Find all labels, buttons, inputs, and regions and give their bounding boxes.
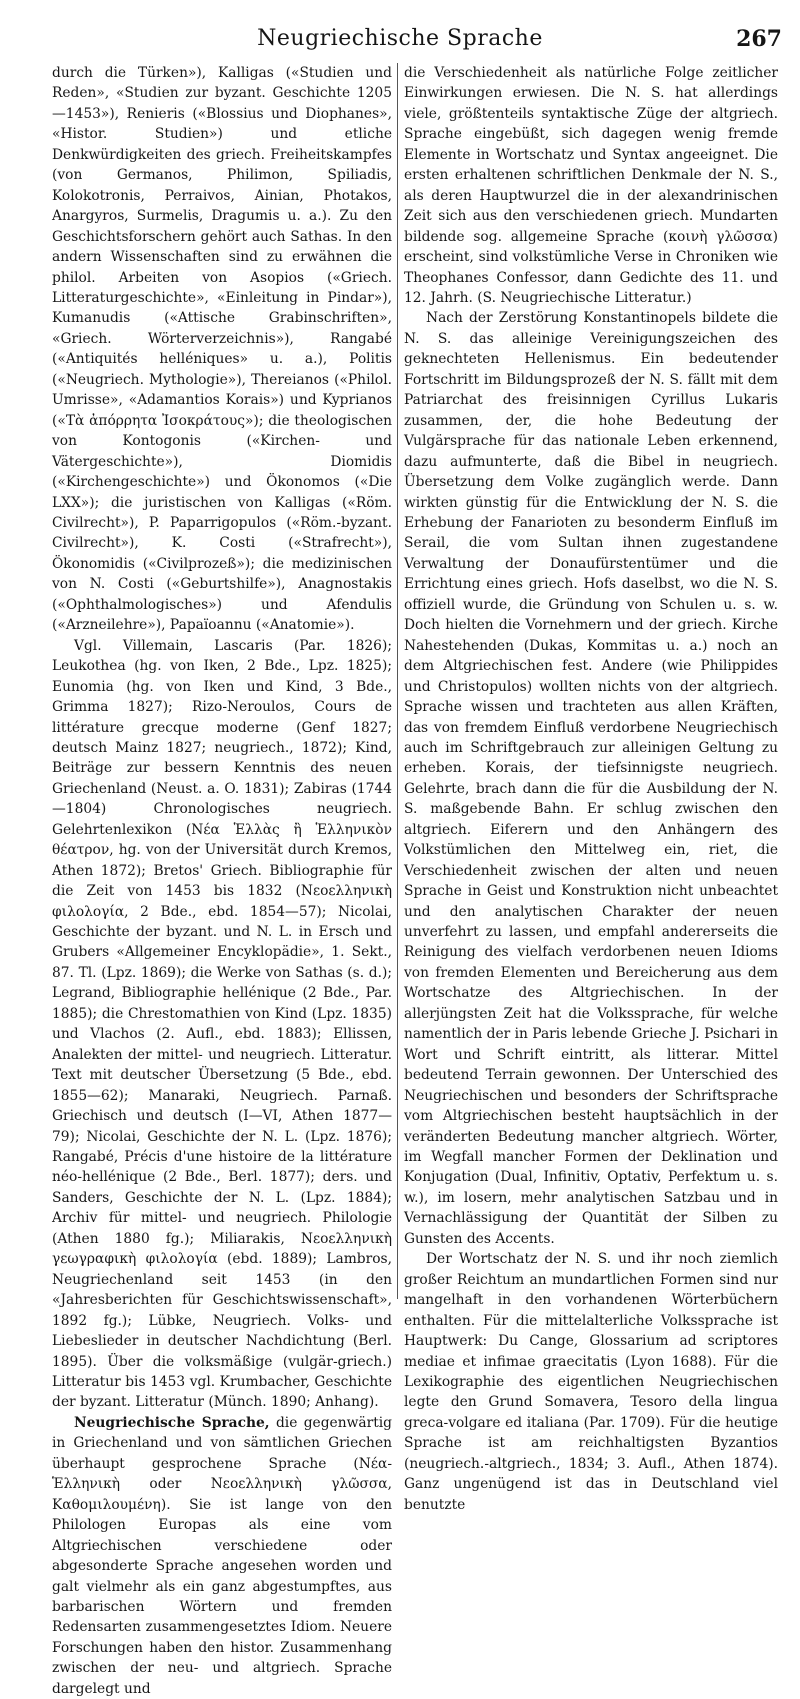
entry-headword: Neugriechische Sprache, [74,1414,270,1431]
paragraph-language-history: Nach der Zerstörung Konstantinopels bildete die N. S. das alleinige Vereinigungszeichen des geknechteten Hellenismus. Ein bedeutender Fortschritt im Bildungsprozeß der N. S. fällt mit dem Patriarchat des freisinnigen Cyrillus Lukaris zusammen, der, die hohe Bedeutung der Vulgärsprache für das nationale Leben erkennend, dazu aufmunterte, daß die Bibel in neugriech. Übersetzung dem Volke zugänglich werde. Dann wirkten günstig für die Entwicklung der N. S. die Erhebung der Fanarioten zu besonderm Einfluß im Serail, die vom Sultan ihnen zugestandene Verwaltung der Donaufürstentümer und die Errichtung eines griech. Hofs daselbst, wo die N. S. offiziell wurde, die Gründung von Schulen u. s. w. Doch hielten die Vornehmern und der griech. Kirche Nahestehenden (Dukas, Kommitas u. a.) noch an dem Altgriechischen fest. Andere (wie Philippides und Christopulos) wollten nichts von der altgriech. Sprache wissen und trachteten aus allen Kräften, das von fremdem Einfluß verdorbene Neugriechisch auch im Schriftgebrauch zur alleinigen Geltung zu erheben. Korais, der tiefsinnigste neugriech. Gelehrte, brach dann die für die Ausbildung der N. S. maßgebende Bahn. Er schlug zwischen den altgriech. Eiferern und den Anhängern des Volkstümlichen den Mittelweg ein, riet, die Verschiedenheit zwischen der alten und neuen Sprache in Geist und Konstruktion nicht unbeachtet und den analytischen Charakter der neuen unverfehrt zu lassen, und empfahl andererseits die Reinigung des vielfach verdorbenen neuen Idioms von fremden Elementen und Bereicherung aus dem Wortschatze des Altgriechischen. In der allerjüngsten Zeit hat die Volkssprache, für welche namentlich der in Paris lebende Grieche J. Psichari in Wort und Schrift eintritt, als litterar. Mittel bedeutend Terrain gewonnen. Der Unterschied des Neugriechischen und besonders der Schriftsprache vom Altgriechischen besteht hauptsächlich in der veränderten Bedeutung mancher altgriech. Wörter, im Wegfall mancher Formen der Deklination und Konjugation (Dual, Infinitiv, Optativ, Perfektum u. s. w.), im losern, mehr analytischen Satzbau und in Vernachlässigung der Quantität der Silben zu Gunsten des Accents. [404,310,779,1247]
entry-body: die gegenwärtig in Griechenland und von sämtlichen Griechen überhaupt gesprochene Sprache (Νέα-Ἑλληνικὴ oder Νεοελληνικὴ γλῶσσα, Καθομιλουμένη). Sie ist lange von den Philologen Europas als eine vom Altgriechischen verschiedene oder abgesonderte Sprache angesehen worden und galt vielmehr als ein ganz abgestumpftes, aus barbarischen Wörtern und fremden Redensarten zusammengesetztes Idiom. Neuere Forschungen haben den histor. Zusammenhang zwischen der neu- und altgriech. Sprache dargelegt und [52,1414,392,1697]
left-column [52,63,392,1697]
running-title: Neugriechische Sprache [257,26,543,51]
paragraph-language-origin: die Verschiedenheit als natürliche Folge zeitlicher Einwirkungen erwiesen. Die N. S. hat allerdings viele, größtenteils syntaktische Züge der altgriech. Sprache eingebüßt, sich dagegen wenig fremde Elemente in Wortschatz und Syntax angeeignet. Die ersten erhaltenen schriftlichen Denkmale der N. S., als deren Hauptwurzel die in der alexandrinischen Zeit sich aus den verschiedenen griech. Mundarten bildende sog. allgemeine Sprache (κοινὴ γλῶσσα) erscheint, sind volkstümliche Verse in Chroniken wie Theophanes Confessor, dann Gedichte des 11. und 12. Jahrh. (S. Neugriechische Litteratur.) [404,65,778,306]
right-column [404,63,779,1513]
entry-neugriechische-sprache [52,1413,392,1699]
column-divider [397,63,398,1299]
paragraph-literature-continuation: durch die Türken»), Kalligas («Studien und Reden», «Studien zur byzant. Geschichte 1205—1453»), Renieris («Blossius und Diophanes», «Histor. Studien») und etliche Denkwürdigkeiten des griech. Freiheitskampfes (von Germanos, Philimon, Spiliadis, Kolokotronis, Perraivos, Ainian, Photakos, Anargyros, Surmelis, Dragumis u. a.). Zu den Geschichtsforschern gehört auch Sathas. In den andern Wissenschaften sind zu erwähnen die philol. Arbeiten von Asopios («Griech. Litteraturgeschichte», «Einleitung in Pindar»), Kumanudis («Attische Grabinschriften», «Griech. Wörterverzeichnis»), Rangabé («Antiquités helléniques» u. a.), Politis («Neugriech. Mythologie»), Thereianos («Philol. Umrisse», «Adamantios Korais») und Kyprianos («Τὰ ἀπόρρητα Ἰσοκράτους»); die theologischen von Kontogonis («Kirchen- und Vätergeschichte»), Diomidis («Kirchengeschichte») und Ökonomos («Die LXX»); die juristischen von Kalligas («Röm. Civilrecht»), P. Paparrigopulos («Röm.-byzant. Civilrecht»), K. Costi («Strafrecht»), Ökonomidis («Civilprozeß»); die medizinischen von N. Costi («Geburtshilfe»), Anagnostakis («Ophthalmologisches») und Afendulis («Arzneilehre»), Papaïoannu («Anatomie»). [52,65,392,634]
paragraph-bibliography: Vgl. Villemain, Lascaris (Par. 1826); Leukothea (hg. von Iken, 2 Bde., Lpz. 1825); Eunomia (hg. von Iken und Kind, 3 Bde., Grimma 1827); Rizo-Neroulos, Cours de littérature grecque moderne (Genf 1827; deutsch Mainz 1827; neugriech., 1872); Kind, Beiträge zur bessern Kenntnis des neuen Griechenland (Neust. a. O. 1831); Zabiras (1744—1804) Chronologisches neugriech. Gelehrtenlexikon (Νέα Ἑλλὰς ἢ Ἑλληνικὸν θέατρον, hg. von der Universität durch Kremos, Athen 1872); Bretos' Griech. Bibliographie für die Zeit von 1453 bis 1832 (Νεοελληνικὴ φιλολογία, 2 Bde., ebd. 1854—57); Nicolai, Geschichte der byzant. und N. L. in Ersch und Grubers «Allgemeiner Encyklopädie», 1. Sekt., 87. Tl. (Lpz. 1869); die Werke von Sathas (s. d.); Legrand, Bibliographie hellénique (2 Bde., Par. 1885); die Chrestomathien von Kind (Lpz. 1835) und Vlachos (2. Aufl., ebd. 1883); Ellissen, Analekten der mittel- und neugriech. Litteratur. Text mit deutscher Übersetzung (5 Bde., ebd. 1855—62); Manaraki, Neugriech. Parnaß. Griechisch und deutsch (I—VI, Athen 1877—79); Nicolai, Geschichte der N. L. (Lpz. 1876); Rangabé, Précis d'une histoire de la littérature néo-hellénique (2 Bde., Berl. 1877); ders. und Sanders, Geschichte der N. L. (Lpz. 1884); Archiv für mittel- und neugriech. Philologie (Athen 1880 fg.); Miliarakis, Νεοελληνικὴ γεωγραφικὴ φιλολογία (ebd. 1889); Lambros, Neugriechenland seit 1453 (in den «Jahresberichten für Geschichtswissenschaft», 1892 fg.); Lübke, Neugriech. Volks- und Liebeslieder in deutscher Nachdichtung (Berl. 1895). Über die volksmäßige (vulgär-griech.) Litteratur bis 1453 vgl. Krumbacher, Geschichte der byzant. Litteratur (Münch. 1890; Anhang). [52,637,392,1411]
page-number: 267 [736,26,782,52]
page-header [0,26,800,54]
paragraph-vocabulary: Der Wortschatz der N. S. und ihr noch ziemlich großer Reichtum an mundartlichen Formen sind nur mangelhaft in den vorhandenen Wörterbüchern enthalten. Für die mittelalterliche Volkssprache ist Hauptwerk: Du Cange, Glossarium ad scriptores mediae et infimae graecitatis (Lyon 1688). Für die Lexikographie des eigentlichen Neugriechischen legte den Grund Somavera, Tesoro della lingua greca-volgare ed italiana (Par. 1709). Für die heutige Sprache ist am reichhaltigsten Byzantios (neugriech.-altgriech., 1834; 3. Aufl., Athen 1874). Ganz ungenügend ist das in Deutschland viel benutzte [404,1251,778,1513]
